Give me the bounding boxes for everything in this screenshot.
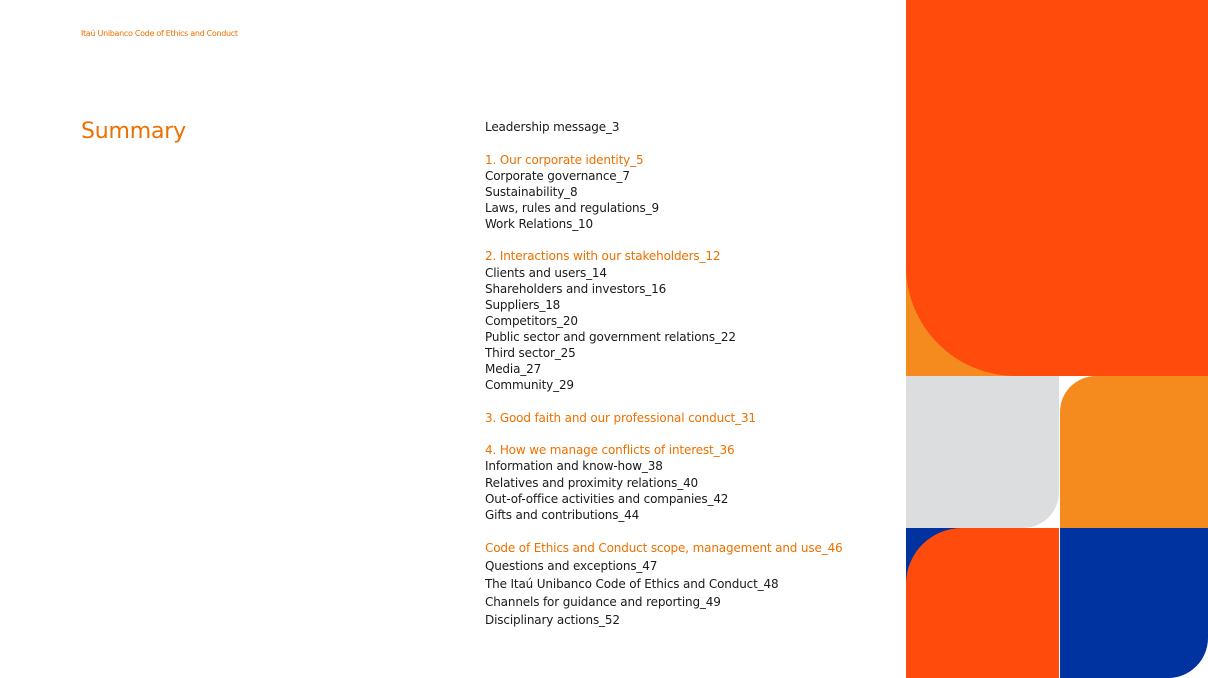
toc-item[interactable]: Out-of-office activities and companies_42 [485,492,729,506]
red-orange-large-shape [906,0,1208,376]
toc-item[interactable]: Channels for guidance and reporting_49 [485,595,721,609]
toc-item[interactable]: The Itaú Unibanco Code of Ethics and Conduct_48 [485,577,779,591]
toc-section-heading[interactable]: 2. Interactions with our stakeholders_12 [485,249,721,263]
toc-item[interactable]: Competitors_20 [485,314,578,328]
toc-section-heading[interactable]: 1. Our corporate identity_5 [485,153,644,167]
toc-item[interactable]: Community_29 [485,378,574,392]
toc-item[interactable]: Media_27 [485,362,542,376]
orange-rounded-shape [1060,376,1208,528]
toc-item[interactable]: Third sector_25 [485,346,576,360]
document-header: Itaú Unibanco Code of Ethics and Conduct [81,29,238,38]
gray-rounded-shape [906,376,1059,528]
toc-item[interactable]: Questions and exceptions_47 [485,559,658,573]
toc-item[interactable]: Shareholders and investors_16 [485,282,667,296]
toc-item[interactable]: Clients and users_14 [485,266,607,280]
toc-item[interactable]: Relatives and proximity relations_40 [485,476,699,490]
blue-rounded-shape [1060,528,1208,678]
toc-item[interactable]: Suppliers_18 [485,298,561,312]
toc-item[interactable]: Work Relations_10 [485,217,594,231]
toc-section-heading[interactable]: Code of Ethics and Conduct scope, management and use_46 [485,541,843,555]
decorative-shapes-panel [906,0,1208,678]
toc-item[interactable]: Disciplinary actions_52 [485,613,620,627]
toc-item[interactable]: Laws, rules and regulations_9 [485,201,659,215]
red-orange-rounded-shape [906,528,1059,678]
toc-section-heading[interactable]: 3. Good faith and our professional conduct_31 [485,411,756,425]
toc-item[interactable]: Leadership message_3 [485,120,620,134]
toc-item[interactable]: Sustainability_8 [485,185,578,199]
toc-item[interactable]: Public sector and government relations_22 [485,330,736,344]
toc-item[interactable]: Information and know-how_38 [485,459,663,473]
toc-item[interactable]: Corporate governance_7 [485,169,630,183]
toc-section-heading[interactable]: 4. How we manage conflicts of interest_36 [485,443,735,457]
summary-title: Summary [81,119,186,144]
toc-item[interactable]: Gifts and contributions_44 [485,508,640,522]
